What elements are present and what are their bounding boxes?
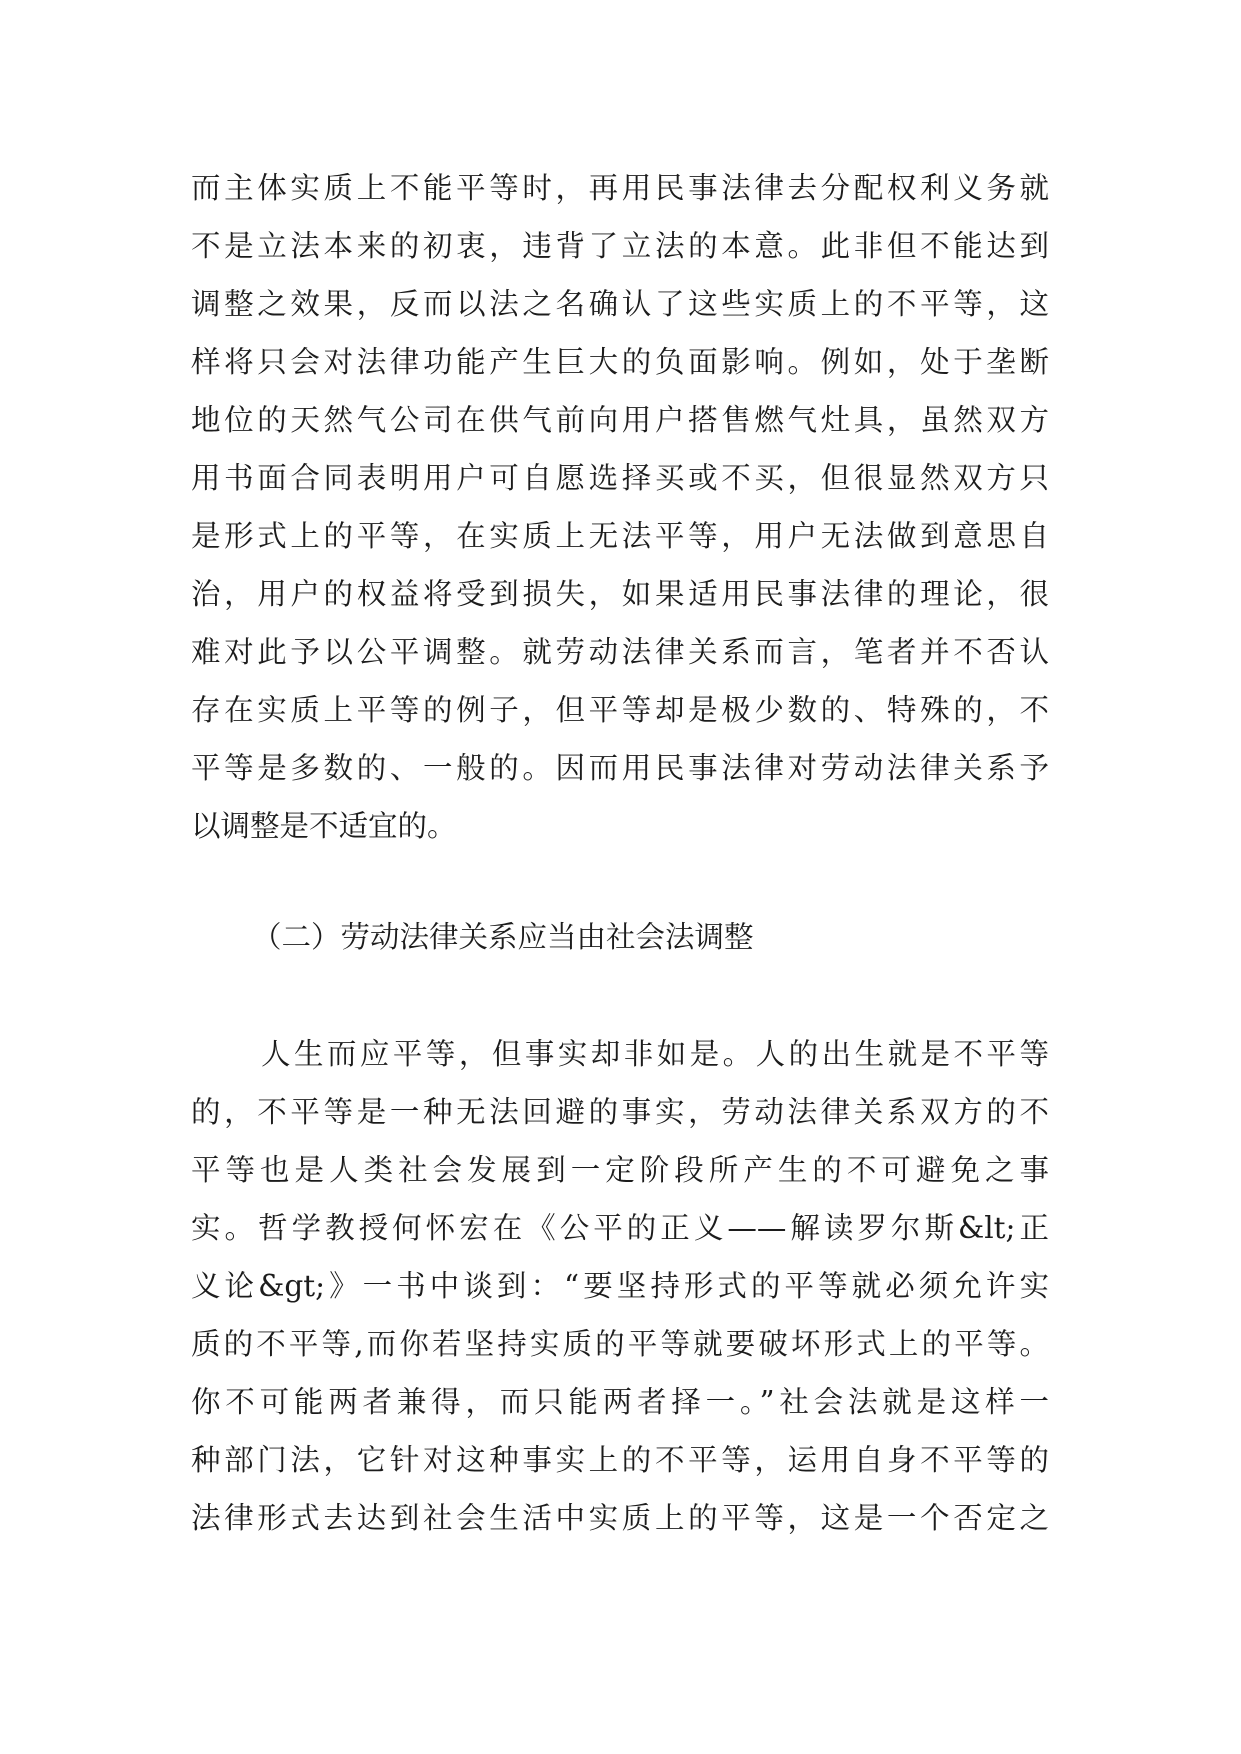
text-line: 平等也是人类社会发展到一定阶段所产生的不可避免之事 (191, 1153, 1049, 1187)
body-paragraph-1 (191, 159, 1049, 855)
text-line: 的，不平等是一种无法回避的事实，劳动法律关系双方的不 (191, 1095, 1049, 1129)
text-line: 人生而应平等，但事实却非如是。人的出生就是不平等 (261, 1037, 1049, 1071)
text-line: 难对此予以公平调整。就劳动法律关系而言，笔者并不否认 (191, 635, 1049, 669)
text-line: 治，用户的权益将受到损失，如果适用民事法律的理论，很 (191, 577, 1049, 611)
text-line: 以调整是不适宜的。 (191, 809, 457, 843)
section-heading-text: （二）劳动法律关系应当由社会法调整 (252, 920, 754, 954)
text-line: 用书面合同表明用户可自愿选择买或不买，但很显然双方只 (191, 461, 1049, 495)
body-paragraph-2 (191, 1025, 1049, 1547)
text-line: 平等是多数的、一般的。因而用民事法律对劳动法律关系予 (191, 751, 1049, 785)
text-line: 地位的天然气公司在供气前向用户搭售燃气灶具，虽然双方 (191, 403, 1049, 437)
text-line: 调整之效果，反而以法之名确认了这些实质上的不平等，这 (191, 287, 1049, 321)
text-line: 不是立法本来的初衷，违背了立法的本意。此非但不能达到 (191, 229, 1049, 263)
text-line: 实。哲学教授何怀宏在《公平的正义——解读罗尔斯&lt;正 (191, 1211, 1049, 1245)
text-line: 法律形式去达到社会生活中实质上的平等，这是一个否定之 (191, 1501, 1049, 1535)
text-line: 是形式上的平等，在实质上无法平等，用户无法做到意思自 (191, 519, 1049, 553)
text-line: 种部门法，它针对这种事实上的不平等，运用自身不平等的 (191, 1443, 1049, 1477)
text-line: 存在实质上平等的例子，但平等却是极少数的、特殊的，不 (191, 693, 1049, 727)
text-line: 质的不平等,而你若坚持实质的平等就要破坏形式上的平等。 (191, 1327, 1049, 1361)
text-line: 你不可能两者兼得，而只能两者择一。”社会法就是这样一 (191, 1385, 1049, 1419)
text-line: 义论&gt;》一书中谈到：“要坚持形式的平等就必须允许实 (191, 1269, 1049, 1303)
section-heading (191, 908, 1049, 966)
text-line: 而主体实质上不能平等时，再用民事法律去分配权利义务就 (191, 171, 1049, 205)
text-line: 样将只会对法律功能产生巨大的负面影响。例如，处于垄断 (191, 345, 1049, 379)
